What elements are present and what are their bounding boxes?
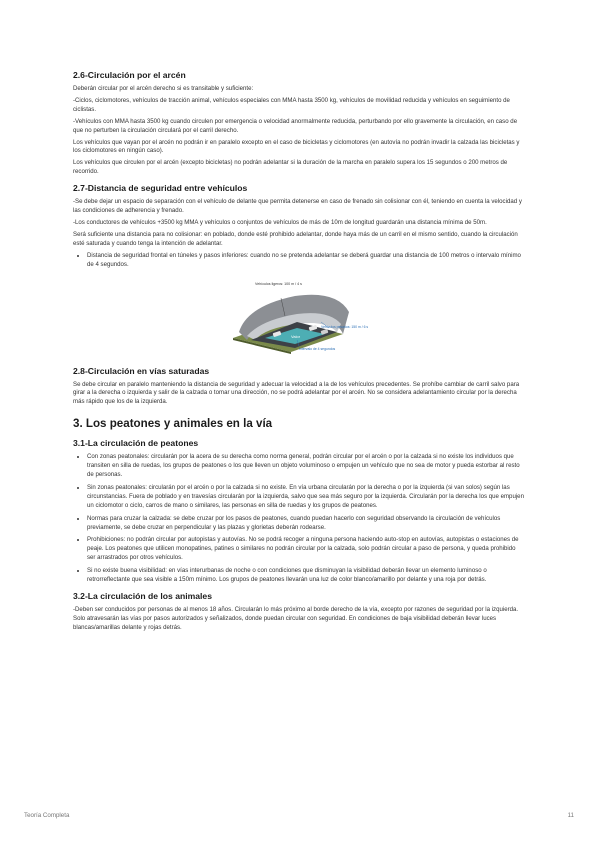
- figure-label-bottom: Intervalo de 4 segundos: [299, 346, 336, 351]
- paragraph: -Se debe dejar un espacio de separación con el vehículo de delante que permita detenerse en caso de frenado sin colisionar con él, teniendo en cuenta la velocidad y las condiciones de adherencia y frenado.: [73, 198, 522, 215]
- tunnel-illustration: [225, 276, 373, 354]
- list-item: • Sin zonas peatonales: circularán por el arcén o por la calzada si no existe. En vía urbana circularán por la derecha o por la izquierda (si van solos) según las circunstancias. Fuera de poblado y en travesías circularán por la izquierda, salvo que sea más seguro por la izquierda. Circularán por la derecha los que empujen un ciclomotor o ciclo, carros de mano o similares, las personas en silla de ruedas y los grupos de peatones.: [87, 484, 525, 511]
- page-content: [73, 70, 525, 639]
- heading-2-7: 2.7-Distancia de seguridad entre vehículos: [73, 183, 248, 194]
- paragraph: Se debe circular en paralelo manteniendo la distancia de seguridad y adecuar la velocidad a la de los vehículos precedentes. Se prohíbe cambiar de carril salvo para girar a la derecha o izquierda y salir de la calzada o tomar una dirección, no se podrá adelantar por el arcén. No se considera adelantamiento circular por la derecha más rápido que los de la izquierda.: [73, 380, 520, 406]
- list-item: • Prohibiciones: no podrán circular por autopistas y autovías. No se podrá recoger a ninguna persona haciendo auto-stop en autovías, autopistas o estaciones de peaje. Los peatones que utilicen monopatines, patines o similares no podrán circular por la calzada, solo podrán circular a paso de persona, y queda prohibido ser arrastrados por otros vehículos.: [87, 536, 525, 563]
- figure-label-right: Vehículos pesados: 150 m / 6 s: [321, 324, 369, 329]
- bullet-list: [73, 252, 525, 270]
- paragraph: Los vehículos que circulen por el arcén (excepto bicicletas) no podrán adelantar si la duración de la marcha en paralelo supera los 15 segundos o 200 metros de recorrido.: [73, 159, 508, 176]
- list-item: • Distancia de seguridad frontal en túneles y pasos inferiores: cuando no se pretenda adelantar se deberá guardar una distancia de 100 metros o intervalo mínimo de 4 segundos.: [87, 252, 525, 270]
- paragraph: -Deben ser conducidos por personas de al menos 18 años. Circularán lo más próximo al borde derecho de la vía, excepto por razones de seguridad por la izquierda. Solo atravesarán las vías por pasos autorizados y señalizados, donde puedan circular con seguridad. En condiciones de baja visibilidad deberán llevar luces blancas/amarillas delante y rojas detrás.: [73, 606, 519, 631]
- section-2-8: [73, 366, 525, 408]
- tunnel-figure: [73, 276, 525, 354]
- list-item: • Normas para cruzar la calzada: se debe cruzar por los pasos de peatones, cuando puedan hacerlo con seguridad observando la circulación de vehículos previamente, se debe cruzar en perpendicular y las plazas y glorietas deberán rodearse.: [87, 515, 525, 533]
- heading-2-6: 2.6-Circulación por el arcén: [73, 70, 186, 80]
- page-number: 11: [567, 812, 574, 819]
- footer-title: Teoría Completa: [24, 812, 70, 819]
- paragraph: Deberán circular por el arcén derecho si es transitable y suficiente:: [73, 85, 254, 92]
- list-item: • Si no existe buena visibilidad: en vías interurbanas de noche o con condiciones que disminuyan la visibilidad deberán llevar un elemento luminoso o retrorreflectante que sea visible a 150m mínimo. Los grupos de peatones llevarán una luz de color blanco/amarillo por delante y una roja por detrás.: [87, 567, 525, 585]
- heading-3-1: 3.1-La circulación de peatones: [73, 438, 199, 449]
- paragraph: -Los conductores de vehículos +3500 kg MMA y vehículos o conjuntos de vehículos de más de 10m de longitud guardarán una distancia mínima de 50m.: [73, 218, 487, 226]
- heading-3-2: 3.2-La circulación de los animales: [73, 591, 212, 601]
- heading-2-8: 2.8-Circulación en vías saturadas: [73, 365, 210, 376]
- paragraph: Los vehículos que vayan por el arcén no podrán ir en paralelo excepto en el caso de bicicletas y ciclomotores (en autovía no podrán invadir la calzada las bicicletas y los ciclomotores en ningún caso).: [73, 138, 520, 155]
- section-3: [73, 417, 525, 431]
- section-3-2: [73, 591, 525, 633]
- paragraph: Será suficiente una distancia para no colisionar: en poblado, donde esté prohibido adelantar, donde haya más de un carril en el mismo sentido, cuando la circulación esté saturada y cuando tenga la intención de adelantar.: [73, 230, 518, 247]
- section-3-1: [73, 438, 525, 585]
- list-item: • Con zonas peatonales: circularán por la acera de su derecha como norma general, podrán circular por el arcén o por la calzada si no existe los individuos que transiten en silla de ruedas, los grupos de peatones o los que lleven un objeto voluminoso o empujen un vehículo que no sea de motor y pueda estorbar al resto de personas.: [87, 453, 525, 480]
- bullet-list: [73, 453, 525, 585]
- road-label: Valor: [291, 333, 301, 339]
- paragraph: -Vehículos con MMA hasta 3500 kg cuando circulen por emergencia o velocidad anormalmente reducida, perturbando por ello gravemente la circulación, en caso de que no perturben la circulación circulará por el carril derecho.: [73, 117, 518, 134]
- heading-3: 3. Los peatones y animales en la vía: [73, 417, 273, 431]
- section-2-6: [73, 70, 525, 177]
- section-2-7: [73, 183, 525, 353]
- figure-label-top: Vehículos ligeros: 100 m / 4 s: [255, 281, 302, 286]
- paragraph: -Ciclos, ciclomotores, vehículos de tracción animal, vehículos especiales con MMA hasta 3500 kg, vehículos de movilidad reducida y vehículos en seguimiento de ciclistas.: [73, 96, 510, 113]
